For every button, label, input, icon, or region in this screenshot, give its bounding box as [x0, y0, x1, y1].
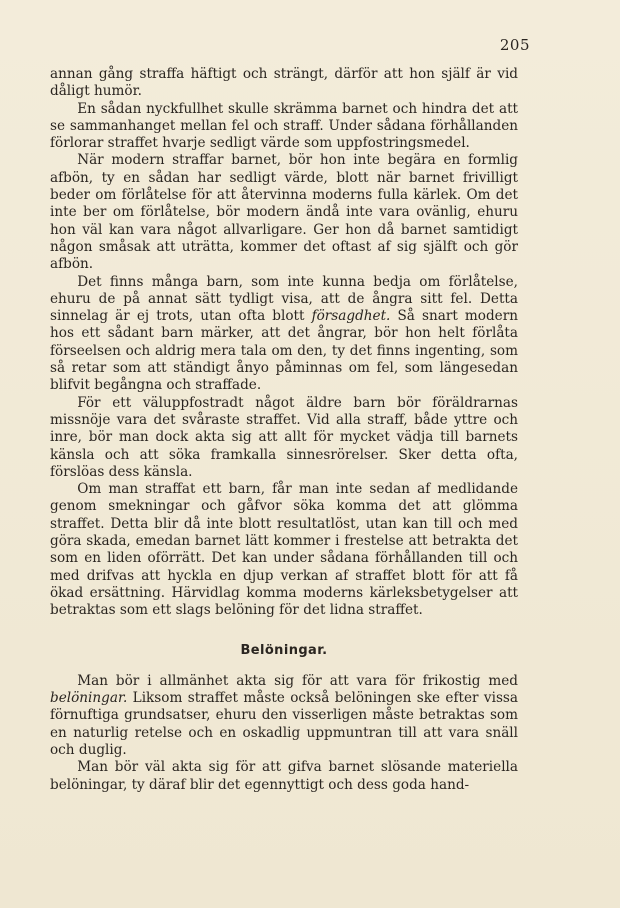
- section-beloningar: [50, 673, 518, 794]
- paragraph: [50, 481, 518, 619]
- paragraph: [50, 274, 518, 395]
- body-text: [50, 66, 518, 794]
- paragraph: [50, 759, 518, 794]
- paragraph-text: Liksom straffet måste också belöningen ske efter vissa förnuftiga grundsatser, ehuru den visserligen måste betraktas som en naturlig retelse och en oskadlig uppmuntran till att vara snäll och duglig.: [50, 690, 518, 758]
- emphasis-text: belöningar.: [50, 690, 128, 707]
- paragraph-text: Man bör väl akta sig för att gifva barnet slösande materiella belöningar, ty däraf blir det egennyttigt och dess goda hand-: [50, 759, 518, 793]
- emphasis-text: försagdhet.: [311, 308, 391, 325]
- section-heading: Belöningar.: [240, 642, 328, 658]
- paragraph: [50, 152, 518, 273]
- paragraph: [50, 101, 518, 153]
- paragraph-text: En sådan nyckfullhet skulle skrämma barnet och hindra det att se sammanhanget mellan fel och straff. Under sådana förhållanden förlorar straffet hvarje sedligt värde som uppfostringsmedel.: [50, 100, 518, 152]
- page-number: 205: [499, 36, 530, 54]
- section-straff: [50, 66, 518, 620]
- paragraph-text: Det finns många barn, som inte kunna bedja om förlåtelse, ehuru de på annat sätt tydligt visa, att de ångra sitt fel. Detta sinnelag är ej trots, utan ofta blott: [50, 273, 518, 325]
- paragraph-text: Så snart modern hos ett sådant barn märker, att det ångrar, bör hon helt förlåta förseelsen och aldrig mera tala om den, ty det finns ingenting, som så retar som att ständigt ånyo påminnas om fel, som längesedan blifvit begångna och straffade.: [50, 308, 518, 394]
- paragraph: [50, 395, 518, 481]
- paragraph-text: När modern straffar barnet, bör hon inte begära en formlig afbön, ty en sådan har sedligt värde, blott när barnet frivilligt beder om förlåtelse för att återvinna moderns fulla kärlek. Om det inte ber om förlåtelse, bör modern ändå inte vara ovänlig, ehuru hon väl kan vara något allvarligare. Ger hon då barnet samtidigt någon småsak att uträtta, kommer det oftast af sig själft och gör afbön.: [50, 152, 518, 273]
- paragraph-text: Man bör i allmänhet akta sig för att vara för frikostig med: [77, 672, 518, 689]
- paragraph-text: Om man straffat ett barn, får man inte sedan af medlidande genom smekningar och gåfvor söka komma det att glömma straffet. Detta blir då inte blott resultatlöst, utan kan till och med göra skada, emedan barnet lätt kommer i frestelse att betrakta det som en liden oförrätt. Det kan under sådana förhållanden till och med drifvas att hyckla en djup verkan af straffet blott för att få ökad ersättning. Härvidlag komma moderns kärleksbetygelser att betraktas som ett slags belöning för det lidna straffet.: [50, 481, 518, 619]
- paragraph: [50, 66, 518, 101]
- paragraph-text: För ett väluppfostradt något äldre barn bör föräldrarnas missnöje vara det svåraste straffet. Vid alla straff, både yttre och inre, bör man dock akta sig att allt för mycket vädja till barnets känsla och att söka framkalla sinnesrörelser. Sker detta ofta, förslöas dess känsla.: [50, 394, 518, 480]
- paragraph: [50, 673, 518, 759]
- paragraph-text: annan gång straffa häftigt och strängt, därför att hon själf är vid dåligt humör.: [50, 66, 518, 100]
